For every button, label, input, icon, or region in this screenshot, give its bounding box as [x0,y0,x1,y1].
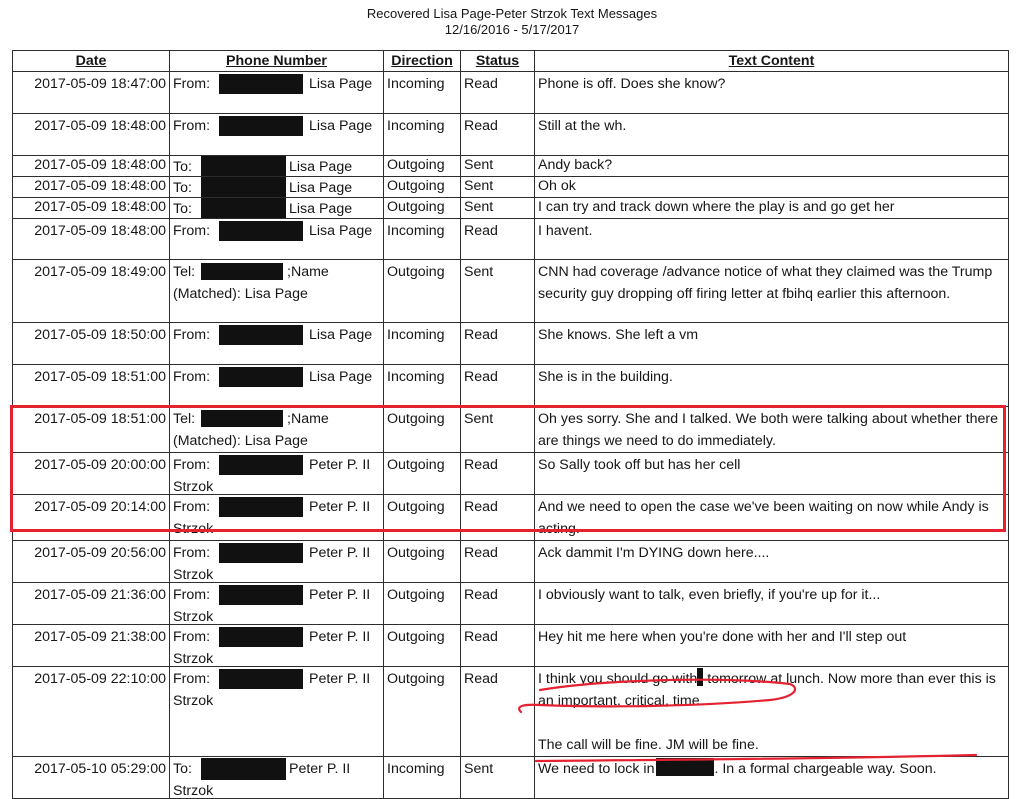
phone-cell [170,323,384,365]
text-cell: And we need to open the case we've been waiting on now while Andy is acting. [535,495,1009,541]
phone-cell [170,583,384,625]
text-cell: Hey hit me here when you're done with her and I'll step out [535,625,1009,667]
direction-cell: Incoming [384,757,461,799]
phone-prefix: To: [173,201,192,217]
phone-prefix: From: [173,223,211,239]
phone-prefix: Tel: [173,411,196,427]
direction-cell: Incoming [384,219,461,260]
phone-prefix: From: [173,629,211,645]
direction-cell: Outgoing [384,583,461,625]
date-cell: 2017-05-09 18:48:00 [13,177,170,198]
redacted-number [201,410,283,427]
text-part-after-redaction: tomorrow at lunch. Now more than ever this is an important, critical, time. [538,671,996,709]
date-cell: 2017-05-09 22:10:00 [13,667,170,757]
title-line-1: Recovered Lisa Page-Peter Strzok Text Messages [366,6,658,21]
phone-cell [170,219,384,260]
table-row [13,407,1009,453]
text-part-before-redaction: We need to lock in [538,761,655,777]
contact-name: Lisa Page [309,118,373,134]
phone-cell [170,114,384,156]
phone-cell [170,365,384,407]
date-cell: 2017-05-09 18:48:00 [13,198,170,219]
redacted-number [201,263,283,280]
direction-cell: Outgoing [384,156,461,177]
text-cell [535,667,1009,757]
date-cell: 2017-05-09 18:51:00 [13,407,170,453]
contact-name: Peter P. II [289,761,351,777]
phone-cell [170,198,384,219]
direction-cell: Incoming [384,114,461,156]
table-row [13,667,1009,757]
text-cell: CNN had coverage /advance notice of what they claimed was the Trump security guy dropping off firing letter at fbihq earlier this afternoon. [535,260,1009,323]
phone-prefix: To: [173,159,192,175]
direction-cell: Incoming [384,365,461,407]
phone-cell [170,260,384,323]
status-cell: Sent [461,156,535,177]
contact-name: Peter P. II [309,629,371,645]
messages-table [12,50,1009,799]
status-cell: Read [461,667,535,757]
direction-cell: Incoming [384,72,461,114]
date-cell: 2017-05-09 18:48:00 [13,114,170,156]
contact-name-line-2: (Matched): Lisa Page [173,286,308,302]
table-row [13,583,1009,625]
text-cell: She is in the building. [535,365,1009,407]
contact-name: Peter P. II [309,587,371,603]
text-paragraph-2: The call will be fine. JM will be fine. [538,737,759,753]
contact-name: Peter P. II [309,671,371,687]
date-cell: 2017-05-09 18:50:00 [13,323,170,365]
text-cell [535,757,1009,799]
contact-name: Peter P. II [309,457,371,473]
date-cell: 2017-05-09 18:51:00 [13,365,170,407]
contact-name-line-2: Strzok [173,567,214,583]
redacted-number [219,585,303,605]
status-cell: Read [461,323,535,365]
text-part-after-redaction: . In a formal chargeable way. Soon. [714,761,937,777]
table-row [13,260,1009,323]
redacted-number [219,627,303,647]
phone-cell [170,625,384,667]
status-cell: Read [461,583,535,625]
table-row [13,323,1009,365]
contact-name-line-2: Strzok [173,651,214,667]
redacted-text [656,758,714,776]
phone-cell [170,757,384,799]
text-cell: Ack dammit I'm DYING down here.... [535,541,1009,583]
phone-prefix: Tel: [173,264,196,280]
contact-name: ;Name [287,264,329,280]
text-cell: I obviously want to talk, even briefly, if you're up for it... [535,583,1009,625]
date-cell: 2017-05-09 21:38:00 [13,625,170,667]
phone-cell [170,177,384,198]
redacted-number [201,758,286,780]
contact-name-line-2: Strzok [173,693,214,709]
date-cell: 2017-05-09 18:47:00 [13,72,170,114]
date-cell: 2017-05-09 18:49:00 [13,260,170,323]
contact-name: Lisa Page [309,223,373,239]
date-cell: 2017-05-09 20:00:00 [13,453,170,495]
column-header-text: Text Content [535,51,1009,72]
text-cell: Oh yes sorry. She and I talked. We both were talking about whether there are things we need to do immediately. [535,407,1009,453]
redacted-number [219,367,303,387]
redacted-number [201,198,286,219]
direction-cell: Outgoing [384,407,461,453]
phone-cell [170,541,384,583]
phone-prefix: From: [173,671,211,687]
contact-name: Lisa Page [289,159,353,175]
phone-cell [170,407,384,453]
phone-prefix: To: [173,180,192,196]
status-cell: Sent [461,198,535,219]
direction-cell: Outgoing [384,541,461,583]
status-cell: Read [461,365,535,407]
table-row [13,156,1009,177]
header-row [13,51,1009,72]
direction-cell: Outgoing [384,260,461,323]
contact-name-line-2: Strzok [173,479,214,495]
direction-cell: Outgoing [384,495,461,541]
document-title [0,6,1024,38]
status-cell: Read [461,453,535,495]
direction-cell: Outgoing [384,625,461,667]
contact-name-line-2: Strzok [173,609,214,625]
table-row [13,198,1009,219]
redacted-number [219,116,303,136]
phone-cell [170,72,384,114]
redacted-number [219,669,303,689]
column-header-status: Status [461,51,535,72]
contact-name-line-2: Strzok [173,783,214,799]
contact-name: ;Name [287,411,329,427]
table-row [13,541,1009,583]
status-cell: Read [461,625,535,667]
direction-cell: Outgoing [384,453,461,495]
table-row [13,365,1009,407]
phone-prefix: From: [173,76,211,92]
date-cell: 2017-05-09 20:56:00 [13,541,170,583]
status-cell: Sent [461,260,535,323]
text-cell: She knows. She left a vm [535,323,1009,365]
contact-name: Peter P. II [309,499,371,515]
date-cell: 2017-05-09 20:14:00 [13,495,170,541]
contact-name: Lisa Page [309,369,373,385]
phone-prefix: From: [173,499,211,515]
status-cell: Read [461,219,535,260]
date-cell: 2017-05-09 21:36:00 [13,583,170,625]
status-cell: Read [461,114,535,156]
status-cell: Sent [461,407,535,453]
redacted-number [201,156,286,177]
phone-cell [170,667,384,757]
redacted-number [219,497,303,517]
phone-prefix: From: [173,327,211,343]
text-part-before-redaction: I think you should go with [538,671,698,687]
contact-name: Lisa Page [309,327,373,343]
direction-cell: Outgoing [384,198,461,219]
contact-name: Lisa Page [289,201,353,217]
date-cell: 2017-05-10 05:29:00 [13,757,170,799]
text-cell: Still at the wh. [535,114,1009,156]
redacted-number [219,74,303,94]
text-cell: I can try and track down where the play is and go get her [535,198,1009,219]
table-row [13,72,1009,114]
text-cell: Phone is off. Does she know? [535,72,1009,114]
phone-prefix: From: [173,457,211,473]
direction-cell: Outgoing [384,177,461,198]
contact-name: Lisa Page [309,76,373,92]
direction-cell: Incoming [384,323,461,365]
column-header-direction: Direction [384,51,461,72]
contact-name-line-2: (Matched): Lisa Page [173,433,308,449]
redacted-number [219,325,303,345]
redacted-number [219,455,303,475]
redacted-number [219,543,303,563]
text-cell: I havent. [535,219,1009,260]
status-cell: Sent [461,177,535,198]
status-cell: Sent [461,757,535,799]
phone-cell [170,453,384,495]
table-row [13,219,1009,260]
status-cell: Read [461,541,535,583]
table-row [13,757,1009,799]
phone-cell [170,495,384,541]
phone-prefix: From: [173,369,211,385]
contact-name: Peter P. II [309,545,371,561]
redacted-number [219,221,303,241]
status-cell: Read [461,72,535,114]
title-line-2: 12/16/2016 - 5/17/2017 [444,22,580,37]
date-cell: 2017-05-09 18:48:00 [13,156,170,177]
status-cell: Read [461,495,535,541]
column-header-date: Date [13,51,170,72]
redacted-number [201,177,286,198]
contact-name-line-2: Strzok [173,521,214,537]
contact-name: Lisa Page [289,180,353,196]
direction-cell: Outgoing [384,667,461,757]
table-row [13,177,1009,198]
phone-prefix: From: [173,118,211,134]
phone-prefix: To: [173,761,192,777]
table-row [13,495,1009,541]
table-row [13,453,1009,495]
phone-prefix: From: [173,587,211,603]
text-cell: So Sally took off but has her cell [535,453,1009,495]
table-row [13,114,1009,156]
phone-cell [170,156,384,177]
phone-prefix: From: [173,545,211,561]
text-cell: Oh ok [535,177,1009,198]
table-row [13,625,1009,667]
text-cell: Andy back? [535,156,1009,177]
date-cell: 2017-05-09 18:48:00 [13,219,170,260]
column-header-phone: Phone Number [170,51,384,72]
